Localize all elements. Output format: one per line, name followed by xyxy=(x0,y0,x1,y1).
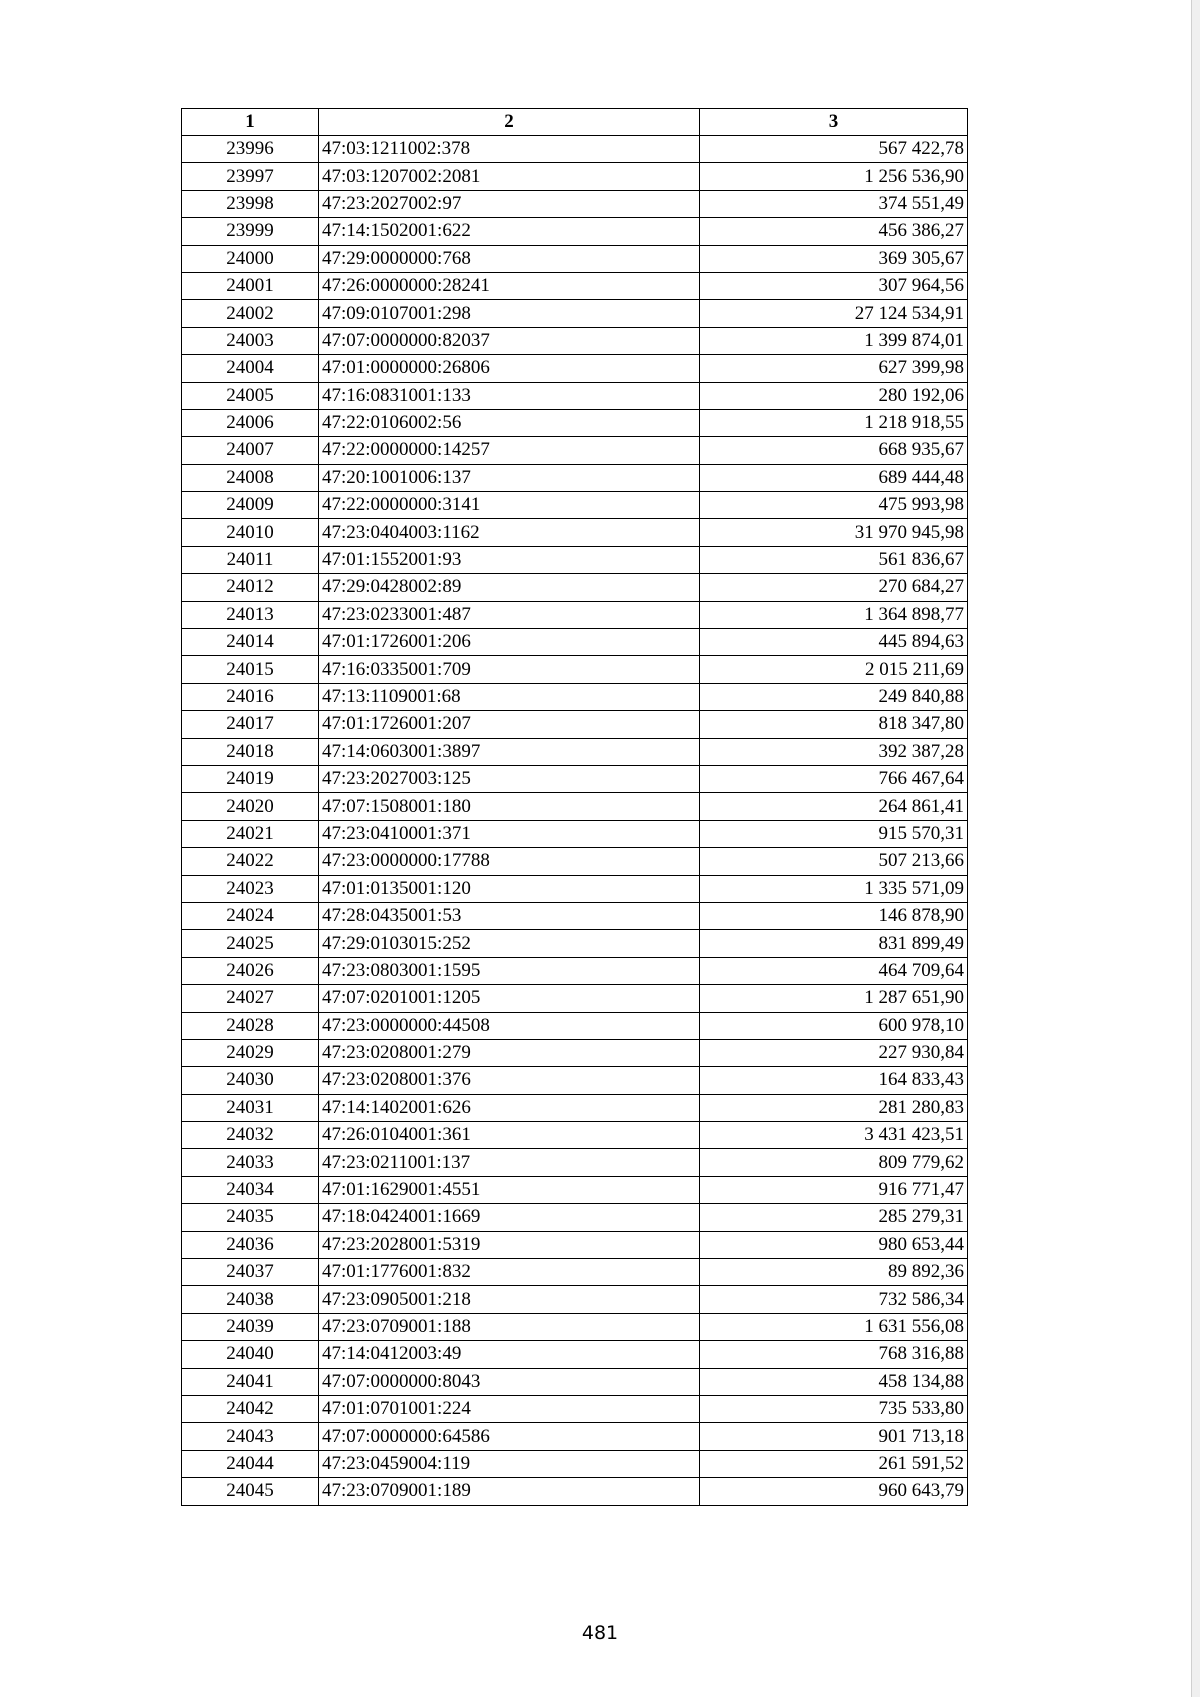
cadastral-number-cell: 47:29:0428002:89 xyxy=(319,574,700,601)
table-row xyxy=(182,848,968,875)
table-row xyxy=(182,574,968,601)
cadastral-number-cell: 47:13:1109001:68 xyxy=(319,683,700,710)
row-number-cell: 24014 xyxy=(182,629,319,656)
cadastral-number-cell: 47:26:0104001:361 xyxy=(319,1122,700,1149)
table-header-row xyxy=(182,109,968,136)
table-row xyxy=(182,711,968,738)
value-cell: 475 993,98 xyxy=(700,492,968,519)
row-number-cell: 24039 xyxy=(182,1313,319,1340)
table-row xyxy=(182,985,968,1012)
value-cell: 668 935,67 xyxy=(700,437,968,464)
value-cell: 164 833,43 xyxy=(700,1067,968,1094)
cadastral-number-cell: 47:07:0000000:8043 xyxy=(319,1368,700,1395)
value-cell: 689 444,48 xyxy=(700,464,968,491)
row-number-cell: 24045 xyxy=(182,1478,319,1505)
cadastral-number-cell: 47:23:2028001:5319 xyxy=(319,1231,700,1258)
row-number-cell: 24041 xyxy=(182,1368,319,1395)
value-cell: 1 335 571,09 xyxy=(700,875,968,902)
row-number-cell: 24042 xyxy=(182,1395,319,1422)
value-cell: 600 978,10 xyxy=(700,1012,968,1039)
row-number-cell: 23996 xyxy=(182,136,319,163)
value-cell: 768 316,88 xyxy=(700,1341,968,1368)
row-number-cell: 24033 xyxy=(182,1149,319,1176)
row-number-cell: 24007 xyxy=(182,437,319,464)
table-row xyxy=(182,218,968,245)
row-number-cell: 24023 xyxy=(182,875,319,902)
table-row xyxy=(182,1313,968,1340)
row-number-cell: 24032 xyxy=(182,1122,319,1149)
value-cell: 27 124 534,91 xyxy=(700,300,968,327)
cadastral-number-cell: 47:23:0709001:189 xyxy=(319,1478,700,1505)
table-row xyxy=(182,245,968,272)
table-row xyxy=(182,1286,968,1313)
row-number-cell: 24036 xyxy=(182,1231,319,1258)
table-row xyxy=(182,765,968,792)
row-number-cell: 24003 xyxy=(182,327,319,354)
cadastral-number-cell: 47:23:0000000:17788 xyxy=(319,848,700,875)
row-number-cell: 24026 xyxy=(182,957,319,984)
row-number-cell: 24008 xyxy=(182,464,319,491)
row-number-cell: 24005 xyxy=(182,382,319,409)
cadastral-number-cell: 47:01:0000000:26806 xyxy=(319,355,700,382)
cadastral-number-cell: 47:23:0000000:44508 xyxy=(319,1012,700,1039)
value-cell: 261 591,52 xyxy=(700,1450,968,1477)
table-row xyxy=(182,1450,968,1477)
cadastral-number-cell: 47:01:1776001:832 xyxy=(319,1259,700,1286)
cadastral-number-cell: 47:18:0424001:1669 xyxy=(319,1204,700,1231)
cadastral-number-cell: 47:28:0435001:53 xyxy=(319,902,700,929)
value-cell: 280 192,06 xyxy=(700,382,968,409)
row-number-cell: 24028 xyxy=(182,1012,319,1039)
value-cell: 456 386,27 xyxy=(700,218,968,245)
value-cell: 1 256 536,90 xyxy=(700,163,968,190)
table-row xyxy=(182,409,968,436)
cadastral-number-cell: 47:29:0000000:768 xyxy=(319,245,700,272)
value-cell: 507 213,66 xyxy=(700,848,968,875)
cadastral-number-cell: 47:23:0905001:218 xyxy=(319,1286,700,1313)
table-row xyxy=(182,464,968,491)
table-row xyxy=(182,1259,968,1286)
table-row xyxy=(182,1094,968,1121)
row-number-cell: 24009 xyxy=(182,492,319,519)
value-cell: 809 779,62 xyxy=(700,1149,968,1176)
value-cell: 281 280,83 xyxy=(700,1094,968,1121)
value-cell: 818 347,80 xyxy=(700,711,968,738)
value-cell: 249 840,88 xyxy=(700,683,968,710)
table-row xyxy=(182,1231,968,1258)
table-row xyxy=(182,136,968,163)
row-number-cell: 24004 xyxy=(182,355,319,382)
table-row xyxy=(182,546,968,573)
cadastral-number-cell: 47:01:1552001:93 xyxy=(319,546,700,573)
row-number-cell: 24044 xyxy=(182,1450,319,1477)
cadastral-number-cell: 47:07:0000000:82037 xyxy=(319,327,700,354)
row-number-cell: 24019 xyxy=(182,765,319,792)
row-number-cell: 24018 xyxy=(182,738,319,765)
cadastral-number-cell: 47:14:1502001:622 xyxy=(319,218,700,245)
value-cell: 392 387,28 xyxy=(700,738,968,765)
value-cell: 458 134,88 xyxy=(700,1368,968,1395)
cadastral-number-cell: 47:23:2027003:125 xyxy=(319,765,700,792)
value-cell: 2 015 211,69 xyxy=(700,656,968,683)
row-number-cell: 24022 xyxy=(182,848,319,875)
row-number-cell: 24011 xyxy=(182,546,319,573)
row-number-cell: 24025 xyxy=(182,930,319,957)
row-number-cell: 24021 xyxy=(182,820,319,847)
table-body xyxy=(182,136,968,1506)
cadastral-number-cell: 47:03:1211002:378 xyxy=(319,136,700,163)
row-number-cell: 24001 xyxy=(182,272,319,299)
row-number-cell: 24015 xyxy=(182,656,319,683)
value-cell: 146 878,90 xyxy=(700,902,968,929)
cadastral-number-cell: 47:01:1726001:206 xyxy=(319,629,700,656)
table-row xyxy=(182,1012,968,1039)
cadastral-number-cell: 47:22:0000000:14257 xyxy=(319,437,700,464)
value-cell: 227 930,84 xyxy=(700,1039,968,1066)
table-row xyxy=(182,683,968,710)
cadastral-number-cell: 47:01:1629001:4551 xyxy=(319,1176,700,1203)
table-row xyxy=(182,1423,968,1450)
page-right-edge xyxy=(1191,0,1200,1697)
table-row xyxy=(182,327,968,354)
value-cell: 270 684,27 xyxy=(700,574,968,601)
row-number-cell: 24024 xyxy=(182,902,319,929)
value-cell: 1 287 651,90 xyxy=(700,985,968,1012)
value-cell: 307 964,56 xyxy=(700,272,968,299)
table-row xyxy=(182,1122,968,1149)
row-number-cell: 24035 xyxy=(182,1204,319,1231)
cadastral-number-cell: 47:09:0107001:298 xyxy=(319,300,700,327)
cadastral-number-cell: 47:23:0803001:1595 xyxy=(319,957,700,984)
table-row xyxy=(182,957,968,984)
table-row xyxy=(182,1368,968,1395)
value-cell: 89 892,36 xyxy=(700,1259,968,1286)
table-row xyxy=(182,820,968,847)
value-cell: 915 570,31 xyxy=(700,820,968,847)
cadastral-number-cell: 47:26:0000000:28241 xyxy=(319,272,700,299)
value-cell: 567 422,78 xyxy=(700,136,968,163)
table-row xyxy=(182,1478,968,1505)
column-header-1: 1 xyxy=(182,109,319,136)
cadastral-number-cell: 47:23:0404003:1162 xyxy=(319,519,700,546)
cadastral-number-cell: 47:14:1402001:626 xyxy=(319,1094,700,1121)
row-number-cell: 24038 xyxy=(182,1286,319,1313)
row-number-cell: 24000 xyxy=(182,245,319,272)
cadastral-number-cell: 47:16:0335001:709 xyxy=(319,656,700,683)
row-number-cell: 23999 xyxy=(182,218,319,245)
value-cell: 916 771,47 xyxy=(700,1176,968,1203)
row-number-cell: 24006 xyxy=(182,409,319,436)
row-number-cell: 24016 xyxy=(182,683,319,710)
table-row xyxy=(182,902,968,929)
cadastral-number-cell: 47:22:0106002:56 xyxy=(319,409,700,436)
table-row xyxy=(182,1039,968,1066)
cadastral-number-cell: 47:16:0831001:133 xyxy=(319,382,700,409)
value-cell: 735 533,80 xyxy=(700,1395,968,1422)
table-row xyxy=(182,382,968,409)
table-row xyxy=(182,519,968,546)
cadastral-number-cell: 47:07:0000000:64586 xyxy=(319,1423,700,1450)
value-cell: 732 586,34 xyxy=(700,1286,968,1313)
value-cell: 285 279,31 xyxy=(700,1204,968,1231)
table-row xyxy=(182,738,968,765)
value-cell: 627 399,98 xyxy=(700,355,968,382)
value-cell: 374 551,49 xyxy=(700,190,968,217)
cadastral-number-cell: 47:23:0459004:119 xyxy=(319,1450,700,1477)
row-number-cell: 24020 xyxy=(182,793,319,820)
value-cell: 561 836,67 xyxy=(700,546,968,573)
table-row xyxy=(182,930,968,957)
row-number-cell: 24029 xyxy=(182,1039,319,1066)
cadastral-number-cell: 47:01:1726001:207 xyxy=(319,711,700,738)
row-number-cell: 24031 xyxy=(182,1094,319,1121)
cadastral-number-cell: 47:20:1001006:137 xyxy=(319,464,700,491)
table-row xyxy=(182,1176,968,1203)
cadastral-number-cell: 47:23:0208001:376 xyxy=(319,1067,700,1094)
row-number-cell: 24037 xyxy=(182,1259,319,1286)
cadastral-number-cell: 47:23:0233001:487 xyxy=(319,601,700,628)
cadastral-number-cell: 47:22:0000000:3141 xyxy=(319,492,700,519)
row-number-cell: 24027 xyxy=(182,985,319,1012)
value-cell: 766 467,64 xyxy=(700,765,968,792)
cadastral-number-cell: 47:23:0211001:137 xyxy=(319,1149,700,1176)
table-row xyxy=(182,1204,968,1231)
cadastral-number-cell: 47:14:0603001:3897 xyxy=(319,738,700,765)
value-cell: 369 305,67 xyxy=(700,245,968,272)
row-number-cell: 24017 xyxy=(182,711,319,738)
value-cell: 980 653,44 xyxy=(700,1231,968,1258)
value-cell: 3 431 423,51 xyxy=(700,1122,968,1149)
table-row xyxy=(182,163,968,190)
table-row xyxy=(182,656,968,683)
table-row xyxy=(182,629,968,656)
row-number-cell: 24002 xyxy=(182,300,319,327)
cadastral-number-cell: 47:23:0709001:188 xyxy=(319,1313,700,1340)
value-cell: 31 970 945,98 xyxy=(700,519,968,546)
value-cell: 445 894,63 xyxy=(700,629,968,656)
value-cell: 1 364 898,77 xyxy=(700,601,968,628)
table-row xyxy=(182,1067,968,1094)
table-row xyxy=(182,793,968,820)
row-number-cell: 24013 xyxy=(182,601,319,628)
value-cell: 464 709,64 xyxy=(700,957,968,984)
row-number-cell: 23997 xyxy=(182,163,319,190)
cadastral-number-cell: 47:03:1207002:2081 xyxy=(319,163,700,190)
cadastral-number-cell: 47:07:0201001:1205 xyxy=(319,985,700,1012)
row-number-cell: 24010 xyxy=(182,519,319,546)
row-number-cell: 24034 xyxy=(182,1176,319,1203)
column-header-3: 3 xyxy=(700,109,968,136)
value-cell: 1 218 918,55 xyxy=(700,409,968,436)
table-row xyxy=(182,300,968,327)
table-row xyxy=(182,437,968,464)
row-number-cell: 24040 xyxy=(182,1341,319,1368)
table-row xyxy=(182,601,968,628)
cadastral-number-cell: 47:23:0410001:371 xyxy=(319,820,700,847)
cadastral-number-cell: 47:07:1508001:180 xyxy=(319,793,700,820)
cadastral-number-cell: 47:14:0412003:49 xyxy=(319,1341,700,1368)
value-cell: 901 713,18 xyxy=(700,1423,968,1450)
column-header-2: 2 xyxy=(319,109,700,136)
table-row xyxy=(182,492,968,519)
cadastral-number-cell: 47:23:2027002:97 xyxy=(319,190,700,217)
table-row xyxy=(182,355,968,382)
value-cell: 960 643,79 xyxy=(700,1478,968,1505)
table-row xyxy=(182,875,968,902)
row-number-cell: 23998 xyxy=(182,190,319,217)
table-row xyxy=(182,272,968,299)
data-table xyxy=(181,108,968,1506)
cadastral-number-cell: 47:23:0208001:279 xyxy=(319,1039,700,1066)
table-row xyxy=(182,190,968,217)
table-row xyxy=(182,1149,968,1176)
row-number-cell: 24030 xyxy=(182,1067,319,1094)
value-cell: 831 899,49 xyxy=(700,930,968,957)
row-number-cell: 24012 xyxy=(182,574,319,601)
cadastral-number-cell: 47:01:0701001:224 xyxy=(319,1395,700,1422)
value-cell: 1 399 874,01 xyxy=(700,327,968,354)
cadastral-number-cell: 47:01:0135001:120 xyxy=(319,875,700,902)
value-cell: 1 631 556,08 xyxy=(700,1313,968,1340)
row-number-cell: 24043 xyxy=(182,1423,319,1450)
cadastral-number-cell: 47:29:0103015:252 xyxy=(319,930,700,957)
table-row xyxy=(182,1341,968,1368)
table-row xyxy=(182,1395,968,1422)
page-number: 481 xyxy=(581,1622,619,1644)
value-cell: 264 861,41 xyxy=(700,793,968,820)
